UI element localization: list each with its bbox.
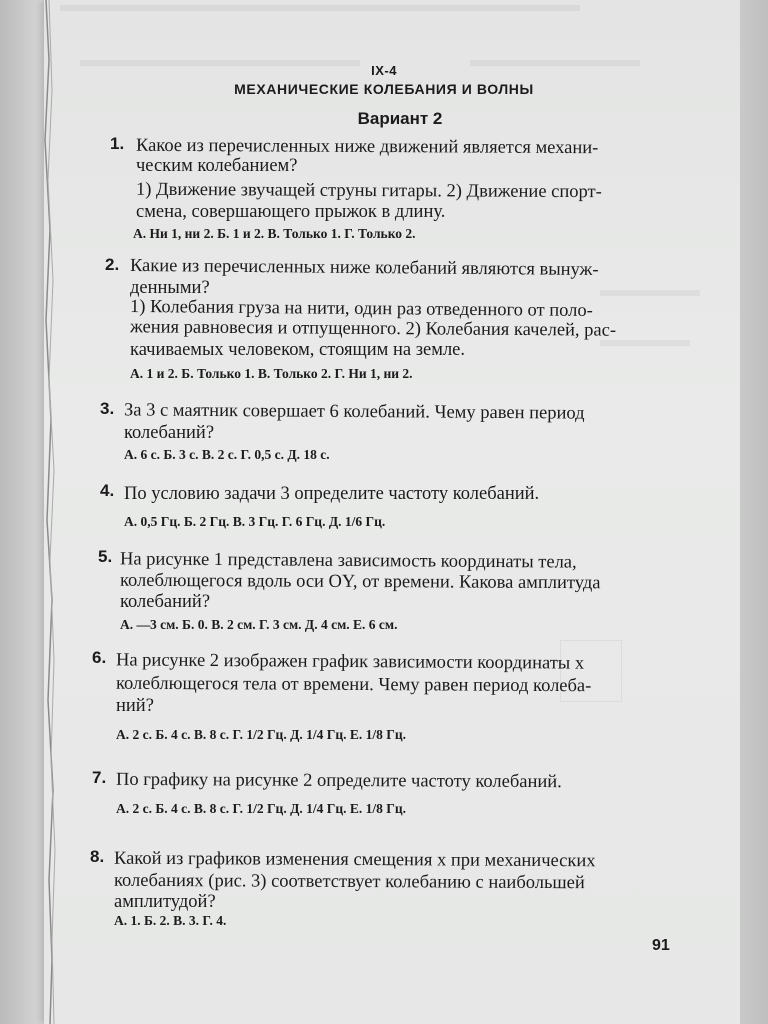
torn-page-edge (40, 0, 56, 1024)
question-text-line: За 3 с маятник совершает 6 колебаний. Чему равен период (123, 400, 585, 424)
question-text-line: ний? (116, 696, 154, 716)
variant-heading: Вариант 2 (357, 109, 443, 128)
answer-options: А. —3 см. Б. 0. В. 2 см. Г. 3 см. Д. 4 см. Е. 6 см. (120, 617, 398, 632)
question-text-line: смена, совершающего прыжок в длину. (136, 202, 446, 222)
section-number: IX-4 (371, 63, 397, 78)
question-text-line: качиваемых человеком, стоящим на земле. (130, 340, 466, 360)
question-number: 2. (105, 255, 120, 274)
question-text-line: колебаниях (рис. 3) соответствует колебанию с наибольшей (113, 870, 585, 894)
question-text-line: колеблющегося вдоль оси OY, от времени. Какова амплитуда (119, 570, 601, 594)
question-text-line: 1) Движение звучащей струны гитары. 2) Движение спорт- (135, 179, 602, 203)
answer-options: А. 2 с. Б. 4 с. В. 8 с. Г. 1/2 Гц. Д. 1/4 Гц. Е. 1/8 Гц. (116, 801, 406, 816)
page-stack-edge (740, 0, 768, 1024)
question-text-line: ческим колебанием? (136, 156, 298, 176)
question-number: 6. (92, 648, 107, 667)
question-text-line: 1) Колебания груза на нити, один раз отведенного от поло- (129, 296, 593, 322)
question-text-line: амплитудой? (114, 892, 216, 912)
answer-options: А. 2 с. Б. 4 с. В. 8 с. Г. 1/2 Гц. Д. 1/4 Гц. Е. 1/8 Гц. (116, 727, 406, 742)
question-text-line: Какое из перечисленных ниже движений является механи- (135, 135, 599, 159)
question-text-line: Какой из графиков изменения смещения x при механических (113, 848, 596, 872)
question-text-line: По графику на рисунке 2 определите частоту колебаний. (115, 769, 562, 793)
question-text-line: колебаний? (120, 592, 211, 612)
answer-options: А. 6 с. Б. 3 с. В. 2 с. Г. 0,5 с. Д. 18 с. (124, 447, 330, 462)
question-text-line: Какие из перечисленных ниже колебаний являются вынуж- (129, 255, 599, 281)
question-number: 5. (98, 547, 113, 566)
question-text-line: денными? (130, 278, 210, 298)
answer-options: А. 1 и 2. Б. Только 1. В. Только 2. Г. Ни 1, ни 2. (130, 366, 413, 381)
question-text-line: колеблющегося тела от времени. Чему равен период колеба- (115, 673, 592, 697)
answer-options: А. 1. Б. 2. В. 3. Г. 4. (114, 913, 227, 928)
question-text-line: жения равновесия и отпущенного. 2) Колебания качелей, рас- (129, 317, 617, 341)
question-text-line: На рисунке 1 представлена зависимость координаты тела, (119, 549, 577, 573)
section-title: МЕХАНИЧЕСКИЕ КОЛЕБАНИЯ И ВОЛНЫ (234, 81, 534, 97)
answer-options: А. 0,5 Гц. Б. 2 Гц. В. 3 Гц. Г. 6 Гц. Д. 1/6 Гц. (124, 514, 386, 529)
page-number: 91 (652, 937, 670, 954)
question-number: 3. (100, 399, 115, 418)
question-number: 7. (92, 768, 107, 787)
question-text-line: По условию задачи 3 определите частоту колебаний. (124, 484, 540, 504)
question-number: 1. (110, 134, 125, 153)
question-number: 8. (90, 847, 105, 866)
question-text-line: колебаний? (124, 423, 215, 443)
answer-options: А. Ни 1, ни 2. Б. 1 и 2. В. Только 1. Г. Только 2. (133, 226, 416, 241)
question-text-line: На рисунке 2 изображен график зависимости координаты x (115, 650, 585, 674)
question-number: 4. (100, 481, 115, 500)
